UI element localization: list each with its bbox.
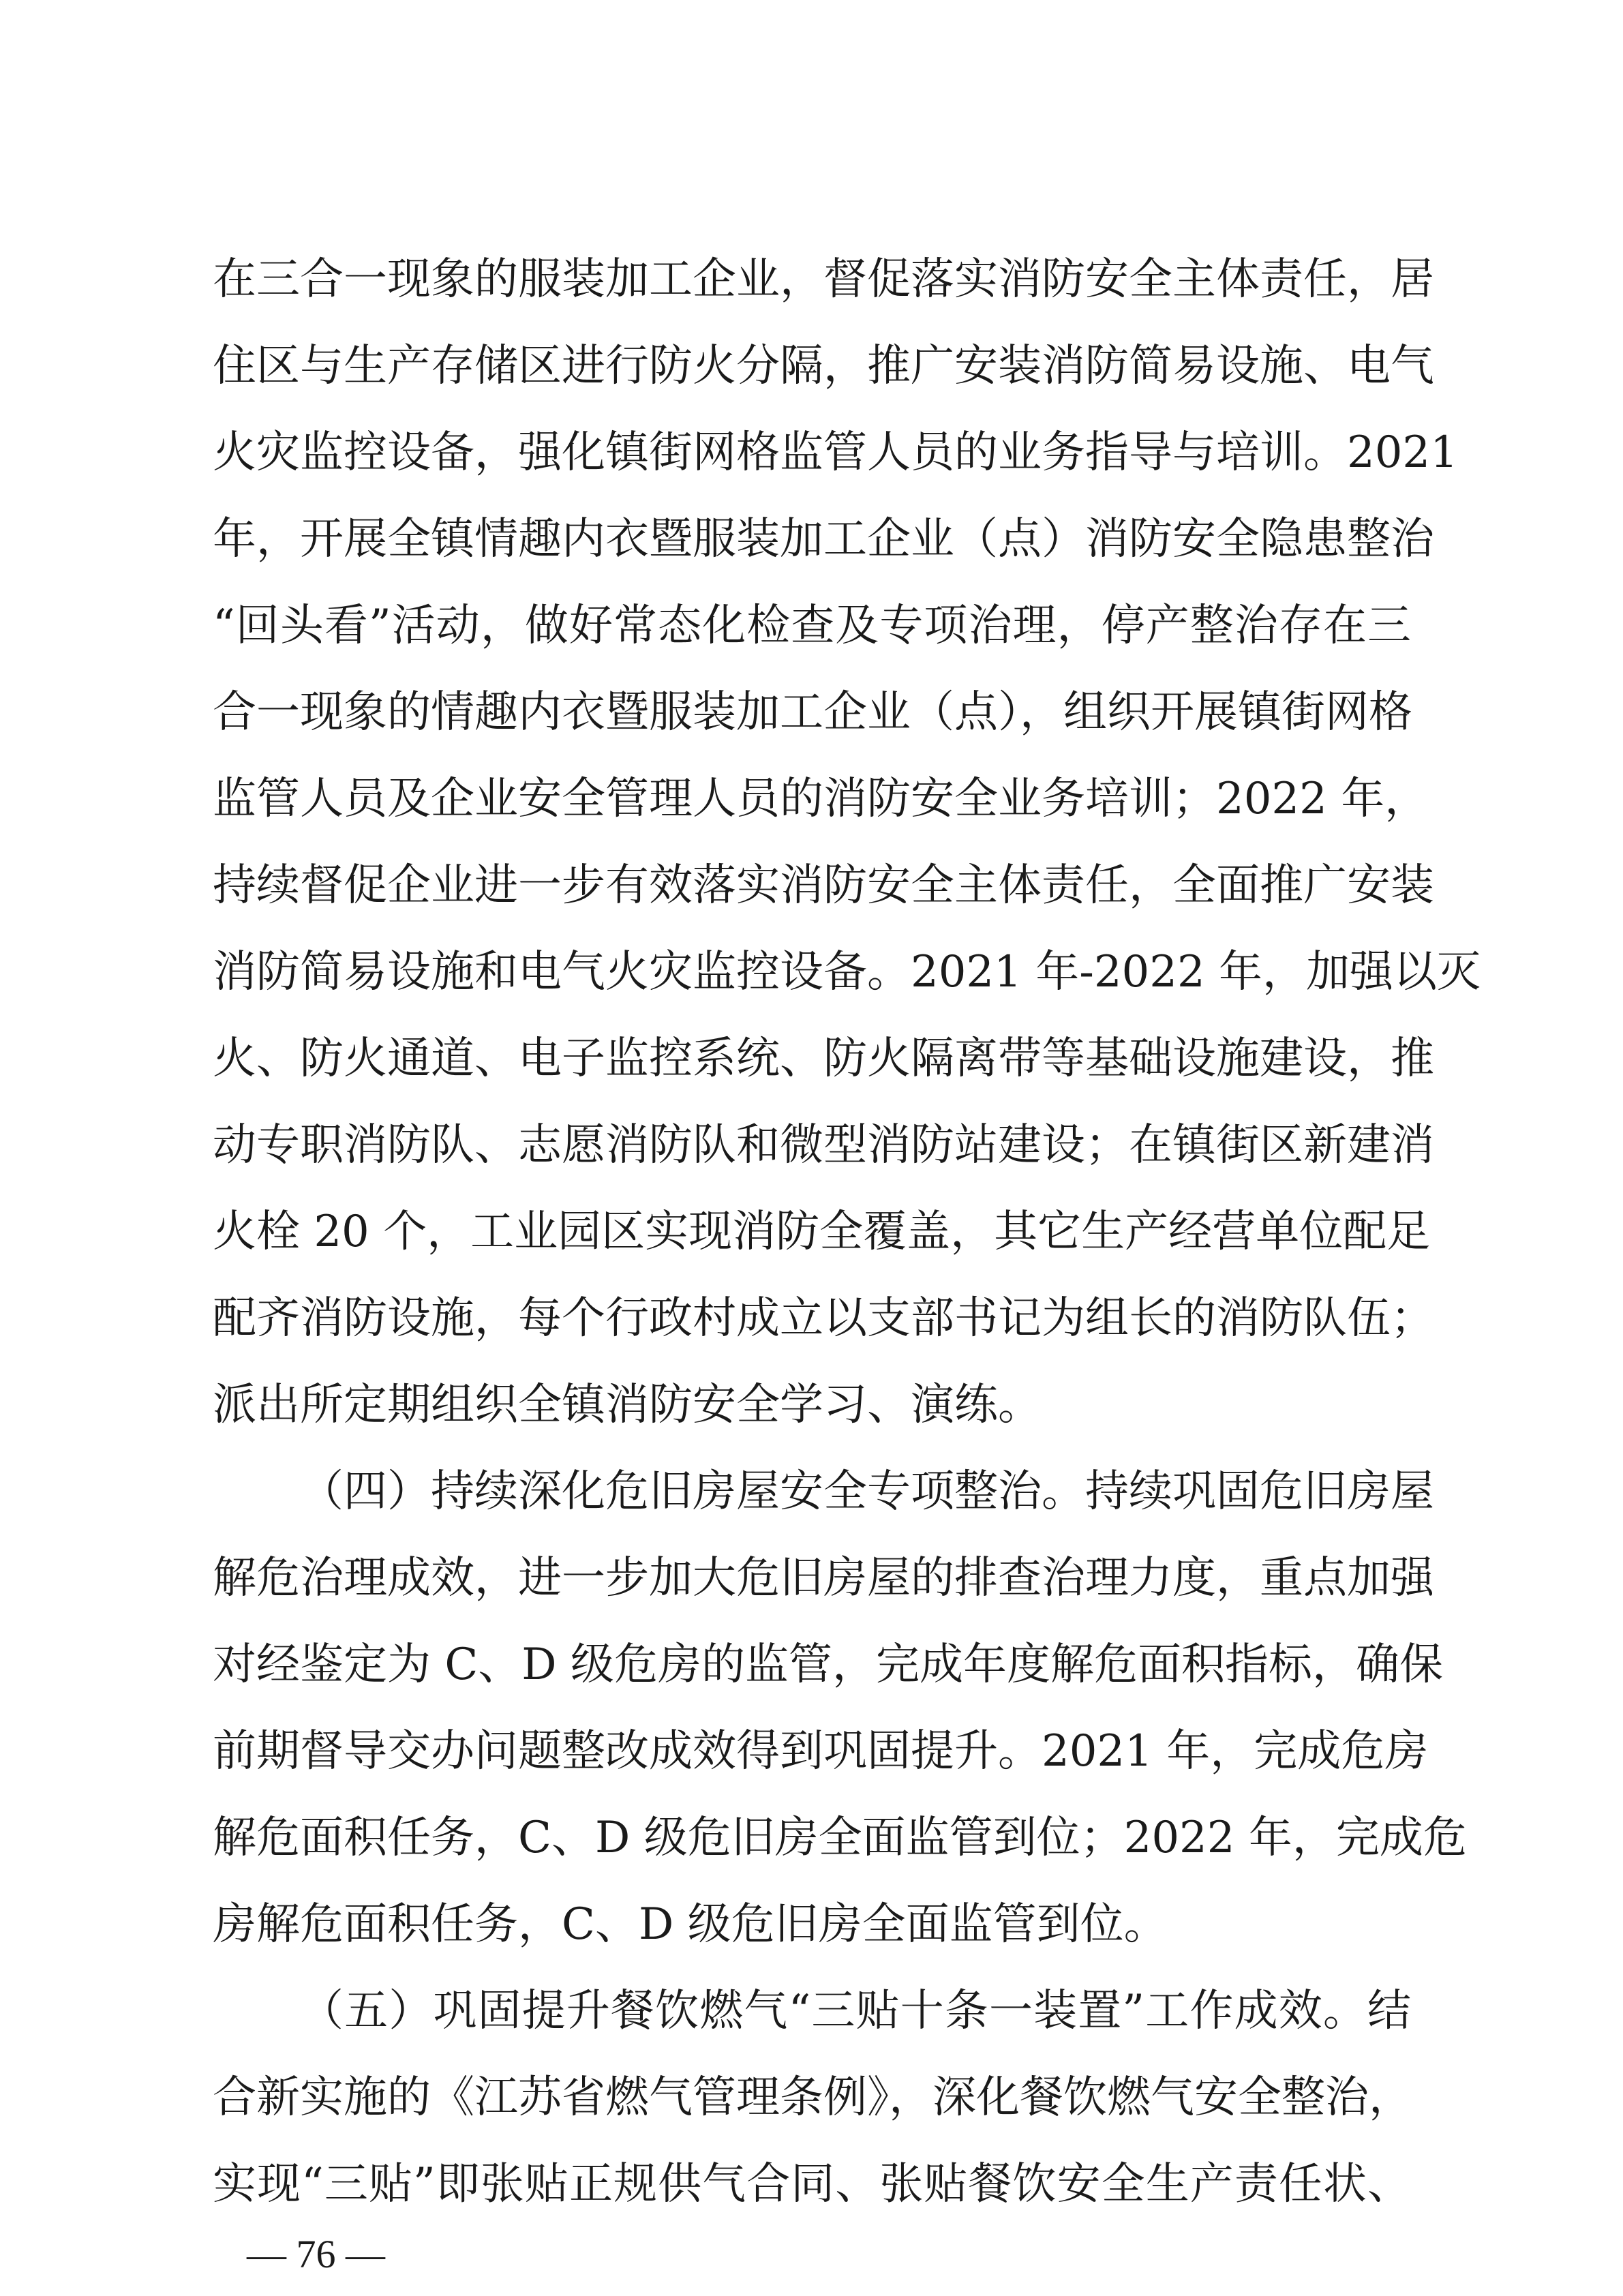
body-line: “回头看”活动，做好常态化检查及专项治理，停产整治存在三 xyxy=(213,601,1411,651)
body-line: 在三合一现象的服装加工企业，督促落实消防安全主体责任，居 xyxy=(213,254,1434,305)
body-line: 住区与生产存储区进行防火分隔，推广安装消防简易设施、电气 xyxy=(213,341,1434,391)
body-line: 解危面积任务，C、D 级危旧房全面监管到位；2022 年，完成危 xyxy=(213,1813,1467,1863)
section-heading-line: （五）巩固提升餐饮燃气“三贴十条一装置”工作成效。结 xyxy=(300,1986,1411,2036)
body-line: 年，开展全镇情趣内衣暨服装加工企业（点）消防安全隐患整治 xyxy=(213,514,1434,564)
body-line: 对经鉴定为 C、D 级危房的监管，完成年度解危面积指标，确保 xyxy=(213,1640,1443,1690)
body-line: 动专职消防队、志愿消防队和微型消防站建设；在镇街区新建消 xyxy=(213,1120,1434,1170)
body-line: 配齐消防设施，每个行政村成立以支部书记为组长的消防队伍； xyxy=(213,1293,1434,1344)
section-heading-line: （四）持续深化危旧房屋安全专项整治。持续巩固危旧房屋 xyxy=(300,1466,1434,1517)
body-line: 消防简易设施和电气火灾监控设备。2021 年-2022 年，加强以灭 xyxy=(213,947,1481,997)
page-number: — 76 — xyxy=(247,2232,385,2276)
body-line: 解危治理成效，进一步加大危旧房屋的排查治理力度，重点加强 xyxy=(213,1553,1434,1603)
body-line: 火、防火通道、电子监控系统、防火隔离带等基础设施建设，推 xyxy=(213,1033,1434,1084)
body-line: 火栓 20 个，工业园区实现消防全覆盖，其它生产经营单位配足 xyxy=(213,1207,1431,1257)
body-line: 监管人员及企业安全管理人员的消防安全业务培训；2022 年， xyxy=(213,774,1429,824)
body-line: 持续督促企业进一步有效落实消防安全主体责任，全面推广安装 xyxy=(213,860,1434,911)
body-line: 合一现象的情趣内衣暨服装加工企业（点），组织开展镇街网格 xyxy=(213,687,1412,738)
body-line: 房解危面积任务，C、D 级危旧房全面监管到位。 xyxy=(213,1899,1168,1950)
body-line: 前期督导交办问题整改成效得到巩固提升。2021 年，完成危房 xyxy=(213,1726,1429,1777)
body-line: 实现“三贴”即张贴正规供气合同、张贴餐饮安全生产责任状、 xyxy=(213,2159,1411,2209)
body-line: 火灾监控设备，强化镇街网格监管人员的业务指导与培训。2021 xyxy=(213,427,1458,478)
body-line: 派出所定期组织全镇消防安全学习、演练。 xyxy=(213,1380,1042,1430)
body-line: 合新实施的《江苏省燃气管理条例》，深化餐饮燃气安全整治， xyxy=(213,2072,1412,2123)
